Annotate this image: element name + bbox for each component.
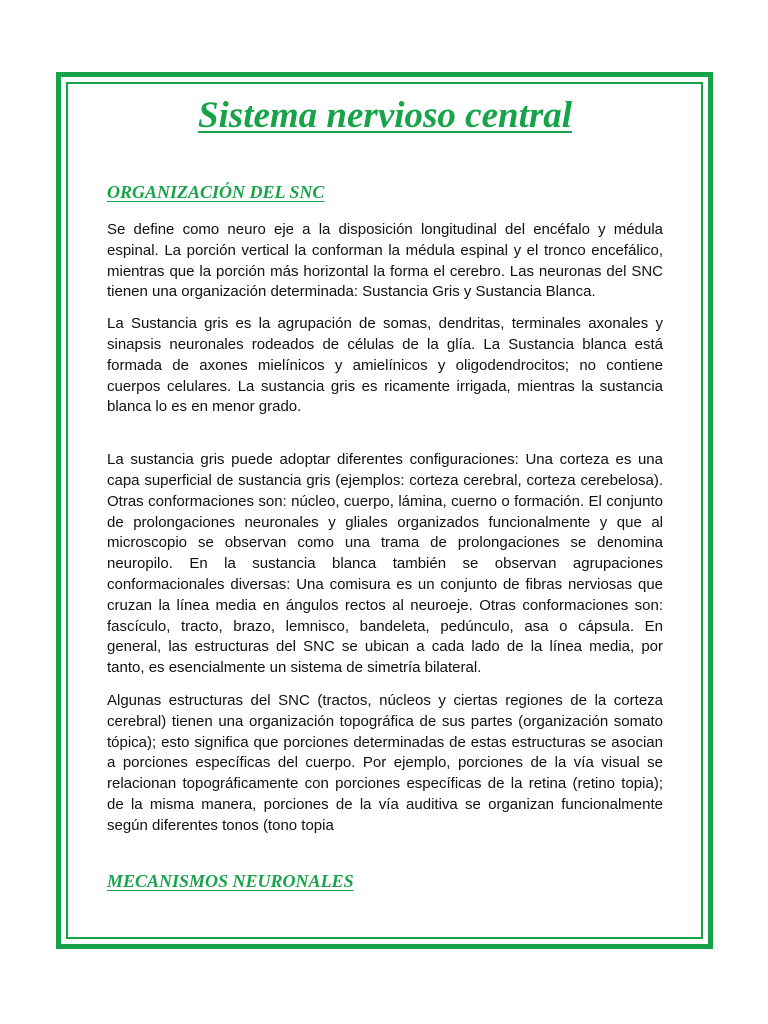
section-heading-organizacion: ORGANIZACIÓN DEL SNC	[107, 182, 325, 202]
paragraph-neuro-eje: Se define como neuro eje a la disposición longitudinal del encéfalo y médula espinal. La porción vertical la conforman la médula espinal y el tronco encefálico, mientras que la porción más horizontal la forma el cerebro. Las neuronas del SNC tienen una organización determinada: Sustancia Gris y Sustancia Blanca.	[107, 221, 663, 301]
page-title: Sistema nervioso central	[197, 95, 573, 136]
section-heading-mecanismos: MECANISMOS NEURONALES	[107, 870, 354, 891]
paragraph-organizacion-topografica: Algunas estructuras del SNC (tractos, núcleos y ciertas regiones de la corteza cerebral) tienen una organización topográfica de sus partes (organización somato tópica); esto significa que porciones determinadas de estas estructuras se asocian a porciones específicas del cuerpo. Por ejemplo, porciones de la vía visual se relacionan topográficamente con porciones específicas de la retina (retino topia); de la misma manera, porciones de la vía auditiva se organizan funcionalmente según diferentes tonos (tono topia	[107, 691, 663, 834]
paragraph-sustancia-gris-blanca: La Sustancia gris es la agrupación de somas, dendritas, terminales axonales y sinapsis neuronales rodeados de células de la glía. La Sustancia blanca está formada de axones mielínicos y amielínicos y oligodendrocitos; no contiene cuerpos celulares. La sustancia gris es ricamente irrigada, mientras la sustancia blanca lo es en menor grado.	[107, 315, 663, 416]
paragraph-configuraciones: La sustancia gris puede adoptar diferentes configuraciones: Una corteza es una capa superficial de sustancia gris (ejemplos: corteza cerebral, corteza cerebelosa). Otras conformaciones son: núcleo, cuerpo, lámina, cuerno o formación. El conjunto de prolongaciones neuronales y gliales organizados funcionalmente y que al microscopio se observan como una trama de prolongaciones se denomina neuropilo. En la sustancia blanca también se observan agrupaciones conformacionales diversas: Una comisura es un conjunto de fibras nerviosas que cruzan la línea media en ángulos rectos al neuroeje. Otras conformaciones son: fascículo, tracto, brazo, lemnisco, bandeleta, pedúnculo, asa o cápsula. En general, las estructuras del SNC se ubican a cada lado de la línea media, por tanto, es esencialmente un sistema de simetría bilateral.	[107, 451, 663, 677]
document-body	[107, 92, 663, 893]
